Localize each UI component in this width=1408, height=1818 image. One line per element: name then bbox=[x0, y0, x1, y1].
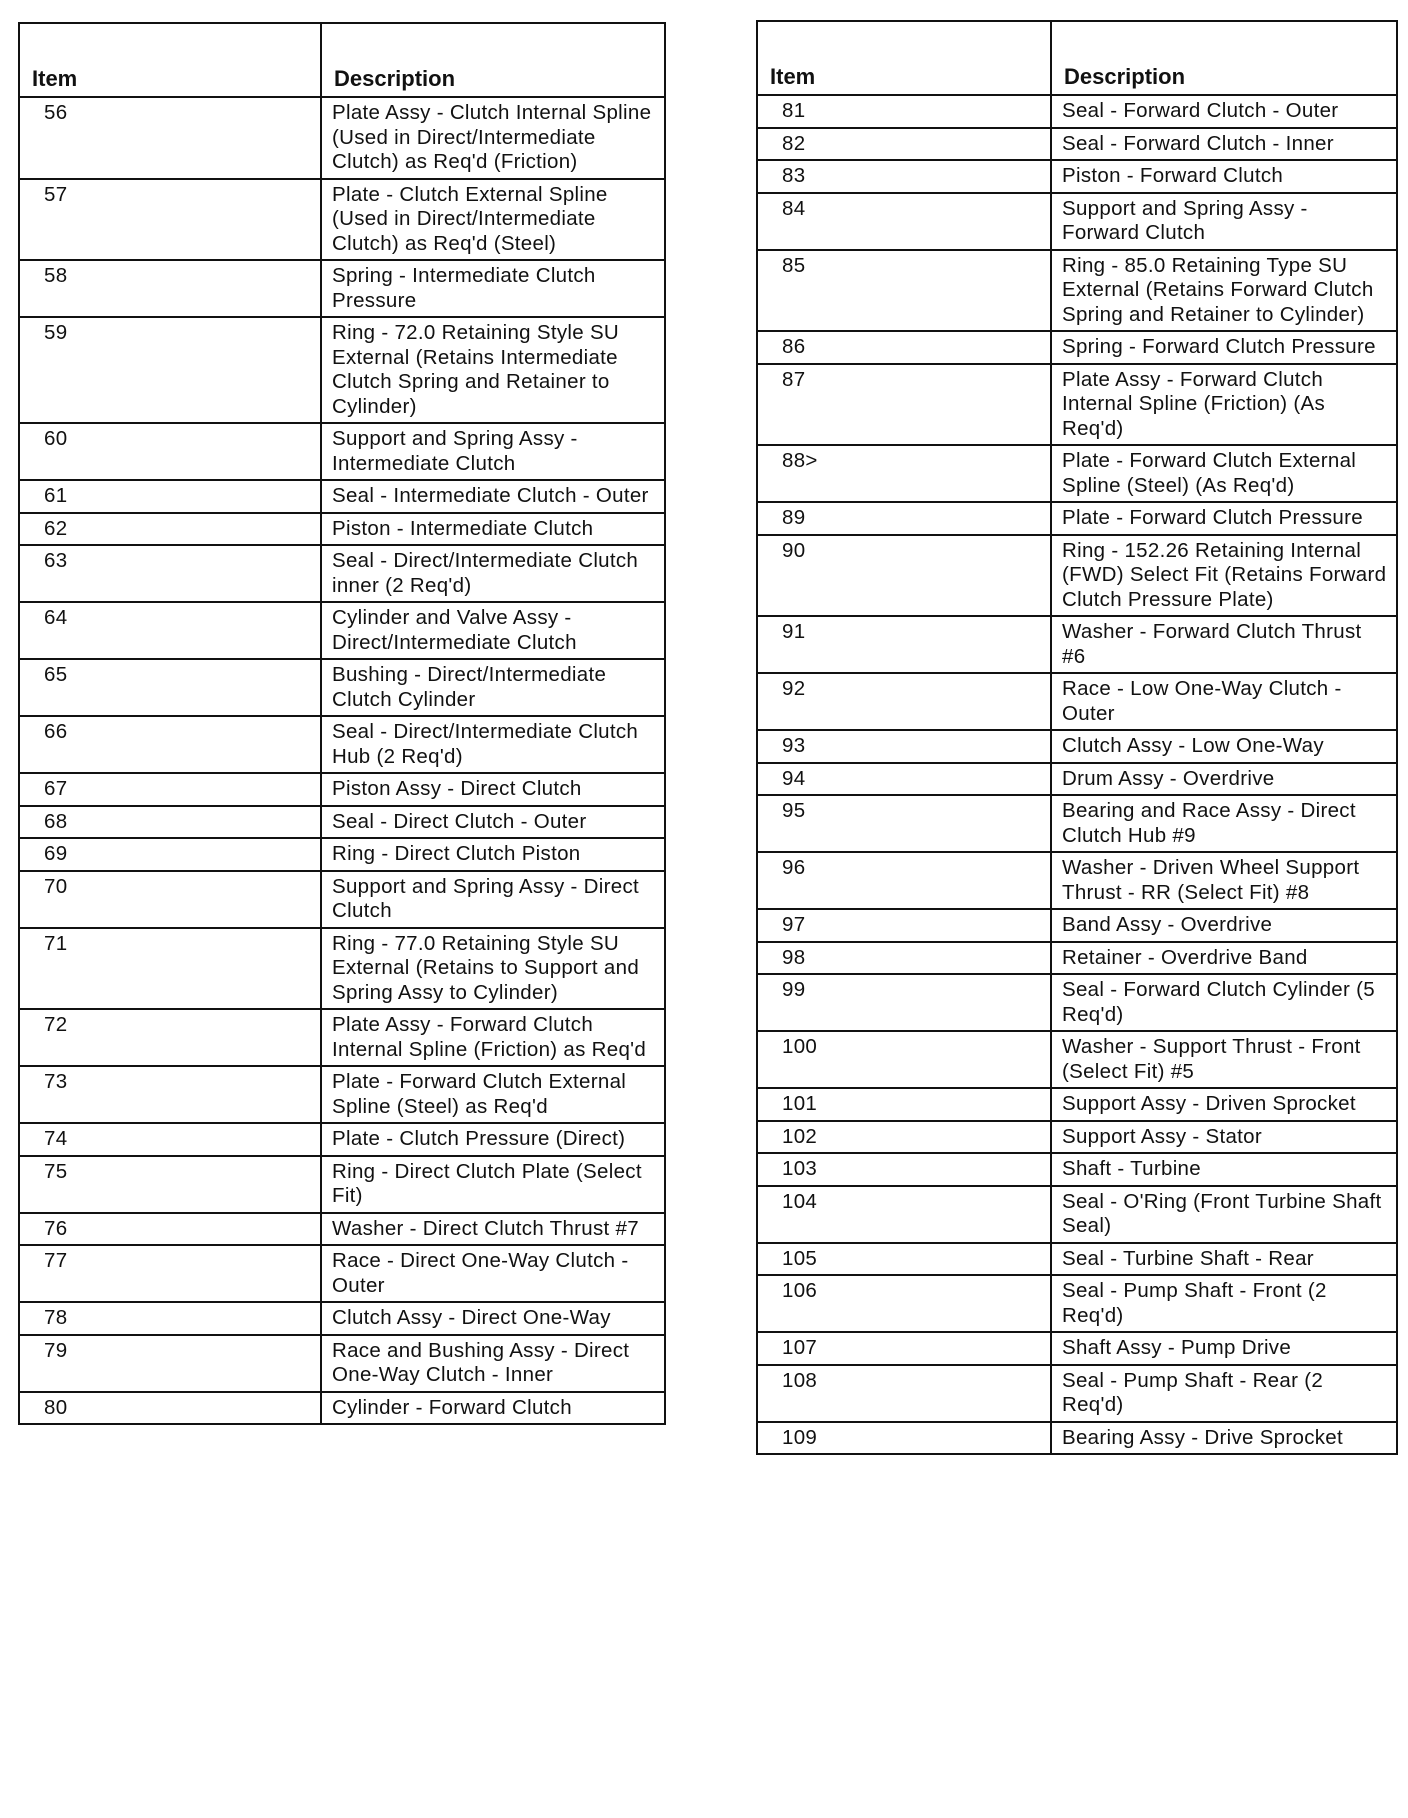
item-number: 104 bbox=[757, 1186, 1051, 1243]
item-number: 71 bbox=[19, 928, 321, 1010]
item-description: Cylinder and Valve Assy - Direct/Intermediate Clutch bbox=[321, 602, 665, 659]
item-number: 62 bbox=[19, 513, 321, 546]
table-row bbox=[19, 1302, 665, 1335]
item-number: 80 bbox=[19, 1392, 321, 1425]
item-description: Washer - Driven Wheel Support Thrust - RR (Select Fit) #8 bbox=[1051, 852, 1397, 909]
item-description: Support Assy - Stator bbox=[1051, 1121, 1397, 1154]
table-row bbox=[757, 331, 1397, 364]
item-number: 108 bbox=[757, 1365, 1051, 1422]
item-description: Spring - Forward Clutch Pressure bbox=[1051, 331, 1397, 364]
item-number: 99 bbox=[757, 974, 1051, 1031]
item-number: 100 bbox=[757, 1031, 1051, 1088]
table-row bbox=[757, 909, 1397, 942]
item-description: Washer - Forward Clutch Thrust #6 bbox=[1051, 616, 1397, 673]
item-number: 96 bbox=[757, 852, 1051, 909]
item-description: Band Assy - Overdrive bbox=[1051, 909, 1397, 942]
item-number: 88> bbox=[757, 445, 1051, 502]
left-table-body bbox=[19, 97, 665, 1424]
item-description: Seal - Pump Shaft - Rear (2 Req'd) bbox=[1051, 1365, 1397, 1422]
table-row bbox=[757, 852, 1397, 909]
item-number: 58 bbox=[19, 260, 321, 317]
table-row bbox=[757, 763, 1397, 796]
right-table-body bbox=[757, 95, 1397, 1454]
item-number: 102 bbox=[757, 1121, 1051, 1154]
item-number: 84 bbox=[757, 193, 1051, 250]
item-description: Shaft - Turbine bbox=[1051, 1153, 1397, 1186]
item-number: 81 bbox=[757, 95, 1051, 128]
item-description: Piston Assy - Direct Clutch bbox=[321, 773, 665, 806]
item-description: Plate - Forward Clutch External Spline (Steel) (As Req'd) bbox=[1051, 445, 1397, 502]
item-description: Washer - Support Thrust - Front (Select Fit) #5 bbox=[1051, 1031, 1397, 1088]
table-row bbox=[19, 260, 665, 317]
header-row bbox=[19, 23, 665, 97]
item-description: Plate Assy - Forward Clutch Internal Spline (Friction) (As Req'd) bbox=[1051, 364, 1397, 446]
item-number: 60 bbox=[19, 423, 321, 480]
item-description: Race and Bushing Assy - Direct One-Way Clutch - Inner bbox=[321, 1335, 665, 1392]
item-description: Plate - Forward Clutch External Spline (Steel) as Req'd bbox=[321, 1066, 665, 1123]
table-row bbox=[19, 1392, 665, 1425]
parts-table-right bbox=[756, 20, 1398, 1455]
item-description: Race - Direct One-Way Clutch - Outer bbox=[321, 1245, 665, 1302]
item-description: Seal - Direct/Intermediate Clutch inner (2 Req'd) bbox=[321, 545, 665, 602]
table-row bbox=[19, 871, 665, 928]
item-number: 70 bbox=[19, 871, 321, 928]
item-number: 105 bbox=[757, 1243, 1051, 1276]
item-number: 109 bbox=[757, 1422, 1051, 1455]
item-number: 94 bbox=[757, 763, 1051, 796]
item-number: 61 bbox=[19, 480, 321, 513]
item-number: 103 bbox=[757, 1153, 1051, 1186]
table-row bbox=[19, 1213, 665, 1246]
item-number: 85 bbox=[757, 250, 1051, 332]
item-description: Seal - Intermediate Clutch - Outer bbox=[321, 480, 665, 513]
table-row bbox=[757, 1186, 1397, 1243]
table-row bbox=[757, 160, 1397, 193]
table-row bbox=[757, 1243, 1397, 1276]
item-number: 56 bbox=[19, 97, 321, 179]
table-row bbox=[757, 502, 1397, 535]
item-number: 93 bbox=[757, 730, 1051, 763]
item-description: Seal - Direct Clutch - Outer bbox=[321, 806, 665, 839]
table-row bbox=[757, 1031, 1397, 1088]
item-description: Bearing and Race Assy - Direct Clutch Hub #9 bbox=[1051, 795, 1397, 852]
item-description: Plate - Forward Clutch Pressure bbox=[1051, 502, 1397, 535]
item-description: Seal - Turbine Shaft - Rear bbox=[1051, 1243, 1397, 1276]
item-number: 77 bbox=[19, 1245, 321, 1302]
table-row bbox=[19, 1245, 665, 1302]
item-description: Seal - Pump Shaft - Front (2 Req'd) bbox=[1051, 1275, 1397, 1332]
table-row bbox=[757, 673, 1397, 730]
item-description: Ring - 72.0 Retaining Style SU External (Retains Intermediate Clutch Spring and Retainer to Cylinder) bbox=[321, 317, 665, 423]
item-number: 66 bbox=[19, 716, 321, 773]
table-row bbox=[19, 513, 665, 546]
item-description: Drum Assy - Overdrive bbox=[1051, 763, 1397, 796]
item-description: Retainer - Overdrive Band bbox=[1051, 942, 1397, 975]
item-number: 92 bbox=[757, 673, 1051, 730]
item-description: Plate - Clutch External Spline (Used in Direct/Intermediate Clutch) as Req'd (Steel) bbox=[321, 179, 665, 261]
table-row bbox=[19, 179, 665, 261]
item-description: Seal - Forward Clutch - Inner bbox=[1051, 128, 1397, 161]
table-row bbox=[19, 1066, 665, 1123]
item-description: Seal - Forward Clutch - Outer bbox=[1051, 95, 1397, 128]
item-description: Plate Assy - Forward Clutch Internal Spline (Friction) as Req'd bbox=[321, 1009, 665, 1066]
item-number: 63 bbox=[19, 545, 321, 602]
item-number: 91 bbox=[757, 616, 1051, 673]
item-number: 78 bbox=[19, 1302, 321, 1335]
table-row bbox=[19, 659, 665, 716]
table-row bbox=[19, 806, 665, 839]
table-row bbox=[757, 1422, 1397, 1455]
item-number: 82 bbox=[757, 128, 1051, 161]
table-row bbox=[757, 1275, 1397, 1332]
table-row bbox=[19, 1335, 665, 1392]
item-number: 57 bbox=[19, 179, 321, 261]
item-description: Clutch Assy - Low One-Way bbox=[1051, 730, 1397, 763]
table-row bbox=[757, 1121, 1397, 1154]
item-description: Seal - O'Ring (Front Turbine Shaft Seal) bbox=[1051, 1186, 1397, 1243]
item-number: 74 bbox=[19, 1123, 321, 1156]
item-description: Support and Spring Assy - Forward Clutch bbox=[1051, 193, 1397, 250]
table-row bbox=[757, 730, 1397, 763]
item-number: 83 bbox=[757, 160, 1051, 193]
table-row bbox=[757, 535, 1397, 617]
item-description: Support and Spring Assy - Direct Clutch bbox=[321, 871, 665, 928]
item-description: Plate - Clutch Pressure (Direct) bbox=[321, 1123, 665, 1156]
item-number: 90 bbox=[757, 535, 1051, 617]
table-row bbox=[757, 364, 1397, 446]
table-row bbox=[19, 602, 665, 659]
item-description: Cylinder - Forward Clutch bbox=[321, 1392, 665, 1425]
item-description: Race - Low One-Way Clutch - Outer bbox=[1051, 673, 1397, 730]
table-row bbox=[19, 928, 665, 1010]
description-column-header: Description bbox=[321, 23, 665, 97]
item-number: 101 bbox=[757, 1088, 1051, 1121]
item-column-header: Item bbox=[757, 21, 1051, 95]
table-row bbox=[757, 795, 1397, 852]
table-row bbox=[757, 250, 1397, 332]
item-number: 106 bbox=[757, 1275, 1051, 1332]
table-row bbox=[757, 95, 1397, 128]
item-column-header: Item bbox=[19, 23, 321, 97]
item-number: 65 bbox=[19, 659, 321, 716]
table-row bbox=[757, 1365, 1397, 1422]
table-row bbox=[757, 974, 1397, 1031]
item-description: Shaft Assy - Pump Drive bbox=[1051, 1332, 1397, 1365]
item-description: Clutch Assy - Direct One-Way bbox=[321, 1302, 665, 1335]
table-row bbox=[19, 1156, 665, 1213]
table-row bbox=[19, 838, 665, 871]
item-number: 72 bbox=[19, 1009, 321, 1066]
item-description: Ring - Direct Clutch Piston bbox=[321, 838, 665, 871]
item-number: 59 bbox=[19, 317, 321, 423]
table-row bbox=[19, 480, 665, 513]
table-row bbox=[757, 193, 1397, 250]
item-number: 95 bbox=[757, 795, 1051, 852]
item-description: Support and Spring Assy - Intermediate Clutch bbox=[321, 423, 665, 480]
table-row bbox=[19, 773, 665, 806]
table-row bbox=[19, 423, 665, 480]
parts-table-left bbox=[18, 22, 666, 1425]
item-number: 64 bbox=[19, 602, 321, 659]
table-row bbox=[757, 942, 1397, 975]
item-number: 107 bbox=[757, 1332, 1051, 1365]
item-description: Ring - Direct Clutch Plate (Select Fit) bbox=[321, 1156, 665, 1213]
description-column-header: Description bbox=[1051, 21, 1397, 95]
table-row bbox=[19, 1123, 665, 1156]
item-description: Support Assy - Driven Sprocket bbox=[1051, 1088, 1397, 1121]
table-row bbox=[757, 128, 1397, 161]
item-description: Spring - Intermediate Clutch Pressure bbox=[321, 260, 665, 317]
table-row bbox=[19, 317, 665, 423]
item-number: 79 bbox=[19, 1335, 321, 1392]
item-description: Seal - Direct/Intermediate Clutch Hub (2 Req'd) bbox=[321, 716, 665, 773]
item-description: Piston - Forward Clutch bbox=[1051, 160, 1397, 193]
table-row bbox=[757, 1153, 1397, 1186]
item-description: Piston - Intermediate Clutch bbox=[321, 513, 665, 546]
item-number: 87 bbox=[757, 364, 1051, 446]
table-row bbox=[757, 616, 1397, 673]
item-number: 86 bbox=[757, 331, 1051, 364]
item-number: 76 bbox=[19, 1213, 321, 1246]
table-row bbox=[19, 97, 665, 179]
item-number: 69 bbox=[19, 838, 321, 871]
table-row bbox=[19, 545, 665, 602]
item-number: 75 bbox=[19, 1156, 321, 1213]
item-description: Ring - 85.0 Retaining Type SU External (Retains Forward Clutch Spring and Retainer to Cylinder) bbox=[1051, 250, 1397, 332]
item-description: Bushing - Direct/Intermediate Clutch Cylinder bbox=[321, 659, 665, 716]
item-description: Plate Assy - Clutch Internal Spline (Used in Direct/Intermediate Clutch) as Req'd (Friction) bbox=[321, 97, 665, 179]
item-description: Ring - 77.0 Retaining Style SU External (Retains to Support and Spring Assy to Cylinder) bbox=[321, 928, 665, 1010]
item-description: Seal - Forward Clutch Cylinder (5 Req'd) bbox=[1051, 974, 1397, 1031]
item-number: 67 bbox=[19, 773, 321, 806]
item-description: Bearing Assy - Drive Sprocket bbox=[1051, 1422, 1397, 1455]
item-description: Washer - Direct Clutch Thrust #7 bbox=[321, 1213, 665, 1246]
item-number: 98 bbox=[757, 942, 1051, 975]
item-number: 68 bbox=[19, 806, 321, 839]
table-row bbox=[757, 1332, 1397, 1365]
item-description: Ring - 152.26 Retaining Internal (FWD) Select Fit (Retains Forward Clutch Pressure Plate) bbox=[1051, 535, 1397, 617]
item-number: 73 bbox=[19, 1066, 321, 1123]
table-row bbox=[19, 716, 665, 773]
table-row bbox=[757, 1088, 1397, 1121]
item-number: 89 bbox=[757, 502, 1051, 535]
table-row bbox=[757, 445, 1397, 502]
item-number: 97 bbox=[757, 909, 1051, 942]
header-row bbox=[757, 21, 1397, 95]
table-row bbox=[19, 1009, 665, 1066]
